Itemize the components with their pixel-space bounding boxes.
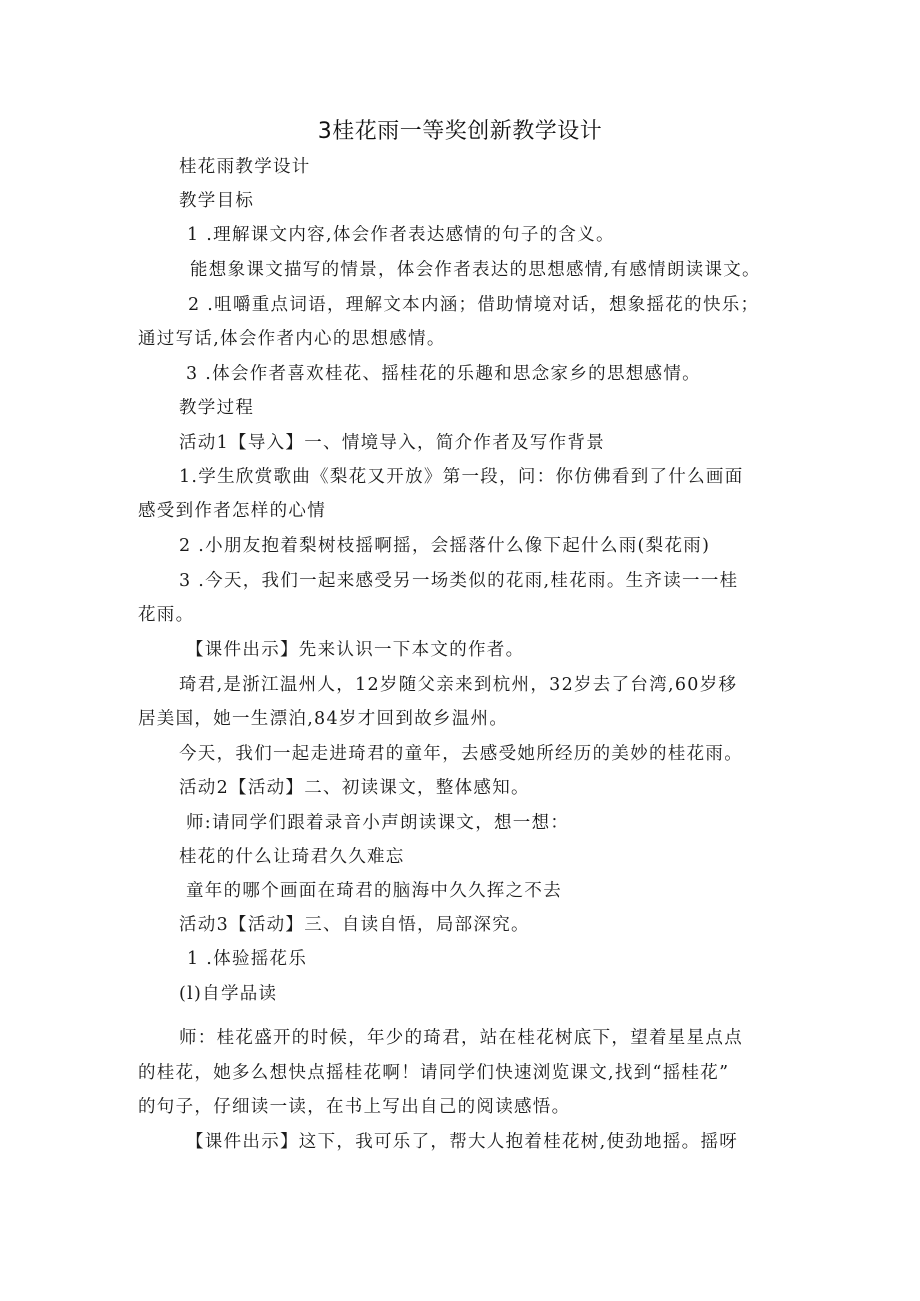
paragraph: 活动3【活动】三、自读自悟，局部深究。 — [179, 915, 530, 935]
paragraph-subtitle: 桂花雨教学设计 — [179, 157, 311, 177]
paragraph: 的句子，仔细读一读，在书上写出自己的阅读感悟。 — [138, 1097, 571, 1117]
paragraph: 活动2【活动】二、初读课文，整体感知。 — [179, 778, 530, 798]
paragraph: 居美国，她一生漂泊,84岁才回到故乡温州。 — [138, 709, 509, 729]
paragraph: 的桂花，她多么想快点摇桂花啊！请同学们快速浏览课文,找到“摇桂花” — [138, 1063, 730, 1083]
paragraph: 1 .体验摇花乐 — [187, 949, 308, 969]
paragraph: 2 .小朋友抱着梨树枝摇啊摇，会摇落什么像下起什么雨(梨花雨) — [179, 536, 711, 556]
paragraph: 童年的哪个画面在琦君的脑海中久久挥之不去 — [186, 881, 562, 901]
paragraph: 3 .今天，我们一起来感受另一场类似的花雨,桂花雨。生齐读一一桂 — [179, 571, 739, 591]
paragraph: 师:请同学们跟着录音小声朗读课文，想一想： — [186, 813, 570, 833]
section-heading-process: 教学过程 — [179, 398, 255, 418]
paragraph: 桂花的什么让琦君久久难忘 — [179, 847, 405, 867]
paragraph: 感受到作者怎样的心情 — [138, 501, 326, 521]
paragraph: 琦君,是浙江温州人，12岁随父亲来到杭州，32岁去了台湾,60岁移 — [179, 675, 738, 695]
paragraph: 【课件出示】这下，我可乐了，帮大人抱着桂花树,使劲地摇。摇呀 — [186, 1132, 739, 1152]
paragraph: 活动1【导入】一、情境导入，简介作者及写作背景 — [179, 433, 606, 453]
section-heading-goals: 教学目标 — [179, 191, 255, 211]
paragraph: 1.学生欣赏歌曲《梨花又开放》第一段，问：你仿佛看到了什么画面 — [179, 467, 744, 487]
paragraph: 师：桂花盛开的时候，年少的琦君，站在桂花树底下，望着星星点点 — [179, 1028, 743, 1048]
paragraph: 能想象课文描写的情景，体会作者表达的思想感情,有感情朗读课文。 — [190, 260, 761, 280]
paragraph: 通过写话,体会作者内心的思想感情。 — [138, 329, 446, 349]
paragraph: 3 .体会作者喜欢桂花、摇桂花的乐趣和思念家乡的思想感情。 — [186, 364, 701, 384]
paragraph: 今天，我们一起走进琦君的童年，去感受她所经历的美妙的桂花雨。 — [179, 744, 743, 764]
paragraph: 花雨。 — [138, 605, 195, 625]
paragraph: 【课件出示】先来认识一下本文的作者。 — [186, 640, 525, 660]
paragraph: 1 .理解课文内容,体会作者表达感情的句子的含义。 — [187, 225, 615, 245]
paragraph: (l)自学品读 — [179, 984, 278, 1004]
document-title: 3桂花雨一等奖创新教学设计 — [317, 119, 603, 144]
paragraph: 2 .咀嚼重点词语，理解文本内涵；借助情境对话，想象摇花的快乐； — [188, 295, 760, 315]
